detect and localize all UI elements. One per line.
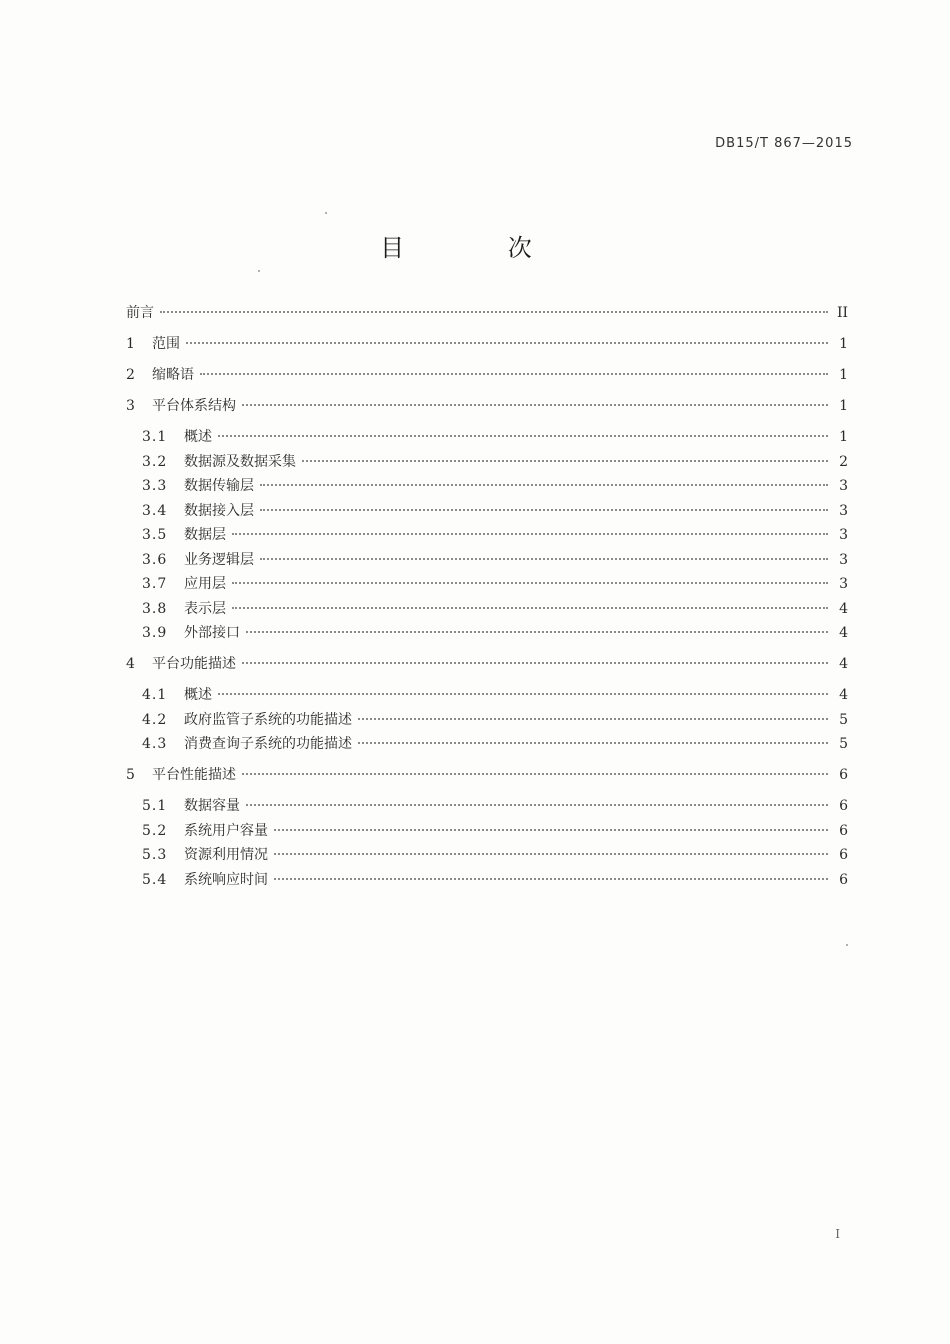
toc-entry [126,764,848,789]
toc-entry [126,709,848,734]
toc-entry-number: 4.1 [142,687,168,703]
scan-speck [325,212,327,214]
toc-entry [126,524,848,549]
toc-entry-number: 3.1 [142,429,168,445]
toc-entry [126,573,848,598]
toc-entry-number: 3.2 [142,453,168,470]
toc-entry-label: 数据源及数据采集 [184,453,296,470]
toc-entry-label: 资源利用情况 [184,847,268,863]
toc-dot-leader [246,804,828,806]
toc-entry [126,684,848,709]
toc-title: 目 次 [380,234,580,262]
toc-entry [126,364,848,389]
toc-dot-leader [186,342,828,344]
toc-entry-number: 5.4 [142,871,168,888]
toc-dot-leader [302,460,828,462]
toc-entry-label: 平台性能描述 [152,767,236,783]
toc-dot-leader [232,582,828,584]
toc-dot-leader [260,484,828,486]
toc-entry-label: 外部接口 [184,625,240,641]
toc-entry-number: 2 [126,367,135,383]
toc-entry-label: 前言 [126,305,154,321]
toc-entry-number: 3.8 [142,600,168,617]
toc-entry [126,395,848,420]
toc-entry-number: 3.9 [142,625,168,641]
toc-entry [126,795,848,820]
toc-entry-page: 3 [839,502,848,519]
toc-entry-page: 5 [839,711,848,728]
toc-entry-label: 系统响应时间 [184,871,268,888]
toc-entry-page: 6 [839,767,848,783]
toc-entry-label: 概述 [184,429,212,445]
toc-dot-leader [242,404,828,406]
toc-entry-page: 6 [839,822,848,839]
toc-entry-label: 概述 [184,687,212,703]
scan-speck [846,944,848,946]
toc-entry-label: 数据接入层 [184,502,254,519]
toc-entry-page: 6 [839,798,848,814]
toc-entry-page: 6 [839,847,848,863]
page-number: I [835,1227,840,1241]
toc-entry-label: 平台功能描述 [152,656,236,672]
toc-entry [126,844,848,869]
scan-speck [258,270,260,272]
toc-entry-label: 政府监管子系统的功能描述 [184,711,352,728]
toc-entry [126,549,848,574]
toc-entry-label: 数据传输层 [184,478,254,494]
toc-dot-leader [242,773,828,775]
toc-entry-page: 3 [839,576,848,592]
toc-entry-number: 5.1 [142,798,168,814]
toc-entry [126,598,848,623]
toc-entry-label: 系统用户容量 [184,822,268,839]
toc-entry-page: 1 [839,429,848,445]
toc-entry-number: 1 [126,336,135,352]
toc-entry-number: 3.4 [142,502,168,519]
toc-entry-label: 业务逻辑层 [184,551,254,568]
toc-entry [126,475,848,500]
toc-entry-number: 3.7 [142,576,168,592]
toc-entry-page: 3 [839,527,848,543]
toc-dot-leader [242,662,828,664]
toc-dot-leader [218,435,828,437]
document-code: DB15/T 867—2015 [715,136,853,151]
toc-entry-page: 5 [839,736,848,752]
toc-dot-leader [160,311,828,313]
toc-entry-page: 3 [839,478,848,494]
toc-dot-leader [246,631,828,633]
toc-entry-number: 5 [126,767,135,783]
toc-entry-label: 数据容量 [184,798,240,814]
toc-dot-leader [218,693,828,695]
toc-dot-leader [232,607,828,609]
toc-entry-number: 3.6 [142,551,168,568]
toc-entry-number: 4.2 [142,711,168,728]
toc-entry-number: 3 [126,398,135,414]
toc-entry [126,820,848,845]
toc-entry-number: 5.2 [142,822,168,839]
toc-entry-page: 4 [839,687,848,703]
toc-entry-number: 4.3 [142,736,168,752]
toc-entry-page: 6 [839,871,848,888]
toc-entry [126,733,848,758]
toc-entry-label: 应用层 [184,576,226,592]
toc-dot-leader [260,509,828,511]
toc-dot-leader [274,878,828,880]
toc-dot-leader [260,558,828,560]
toc-dot-leader [232,533,828,535]
toc-entry-number: 4 [126,656,135,672]
toc-entry-page: 1 [839,336,848,352]
toc-entry-page: 4 [839,625,848,641]
toc-entry [126,333,848,358]
toc-entry [126,653,848,678]
toc-entry-page: II [836,305,848,321]
toc-entry [126,451,848,476]
toc-entry-number: 3.5 [142,527,168,543]
toc-entry [126,426,848,451]
toc-entry-page: 2 [839,453,848,470]
toc-entry-number: 3.3 [142,478,168,494]
toc-entry [126,622,848,647]
toc-entry [126,302,848,327]
toc-entry-page: 1 [839,398,848,414]
toc-entry-label: 平台体系结构 [152,398,236,414]
toc-entry-label: 缩略语 [152,367,194,383]
toc-entry [126,500,848,525]
toc-dot-leader [358,742,828,744]
toc-entry-page: 4 [839,656,848,672]
toc-dot-leader [274,829,828,831]
toc-entry-page: 4 [839,600,848,617]
toc-entry-label: 数据层 [184,527,226,543]
table-of-contents [126,302,848,893]
toc-entry-number: 5.3 [142,847,168,863]
toc-entry-page: 3 [839,551,848,568]
toc-entry-label: 表示层 [184,600,226,617]
toc-dot-leader [274,853,828,855]
toc-dot-leader [358,718,828,720]
toc-entry-page: 1 [839,367,848,383]
toc-entry [126,869,848,894]
toc-dot-leader [200,373,828,375]
toc-entry-label: 消费查询子系统的功能描述 [184,736,352,752]
toc-entry-label: 范围 [152,336,180,352]
